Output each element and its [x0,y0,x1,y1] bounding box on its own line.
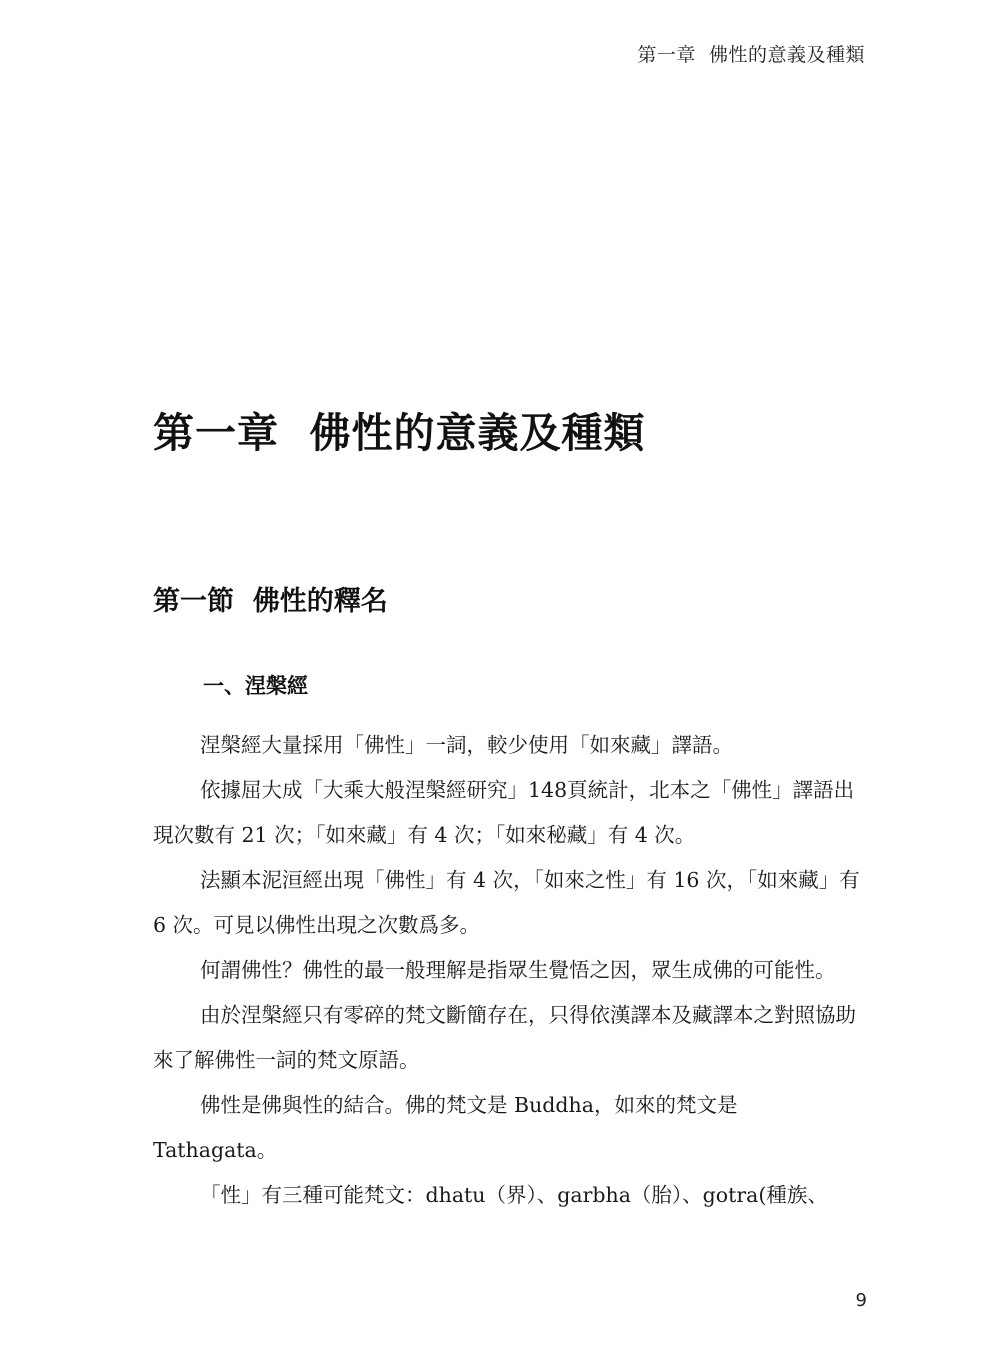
paragraph: 佛性是佛與性的結合。佛的梵文是 Buddha，如來的梵文是 Tathagata。 [153,1093,738,1162]
paragraph: 依據屈大成「大乘大般涅槃經研究」148頁統計，北本之「佛性」譯語出現次數有 21 次；「如來藏」有 4 次；「如來秘藏」有 4 次。 [153,778,855,847]
subsection-title: 一、涅槃經 [203,674,308,698]
section-title: 第一節 佛性的釋名 [153,586,388,617]
paragraph: 涅槃經大量採用「佛性」一詞，較少使用「如來藏」譯語。 [200,733,733,757]
paragraph: 「性」有三種可能梵文：dhatu（界）、garbha（胎）、gotra(種族、 [200,1183,828,1207]
page-number: 9 [855,1290,867,1311]
chapter-title: 第一章 佛性的意義及種類 [153,409,646,457]
paragraph: 由於涅槃經只有零碎的梵文斷簡存在，只得依漢譯本及藏譯本之對照協助來了解佛性一詞的梵文原語。 [153,1003,856,1072]
running-header: 第一章 佛性的意義及種類 [637,44,865,66]
body-text [153,723,866,1218]
paragraph: 法顯本泥洹經出現「佛性」有 4 次，「如來之性」有 16 次，「如來藏」有 6 次。可見以佛性出現之次數爲多。 [153,868,860,937]
paragraph: 何謂佛性？佛性的最一般理解是指眾生覺悟之因，眾生成佛的可能性。 [200,958,836,982]
